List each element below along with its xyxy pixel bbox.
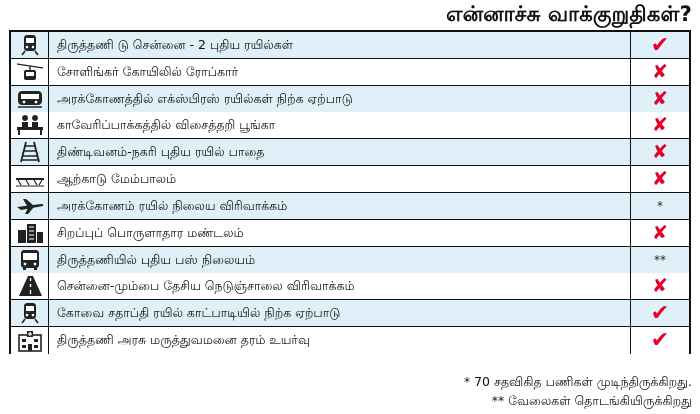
status-mark: ** (654, 252, 666, 267)
ropecar-icon (11, 59, 49, 85)
status-mark: ✘ (652, 168, 668, 191)
promise-text: அரக்கோணம் ரயில் நிலைய விரிவாக்கம் (49, 193, 631, 219)
table-row (11, 139, 689, 166)
footnote-started: ** வேலைகள் தொடங்கியிருக்கிறது (491, 393, 692, 408)
promise-text: திருத்தணியில் புதிய பஸ் நிலையம் (49, 247, 631, 273)
status-mark: ✔ (650, 328, 670, 354)
promise-text: திருத்தணி டு சென்னை - 2 புதிய ரயில்கள் (49, 32, 631, 58)
status-mark: ✘ (652, 87, 668, 110)
promise-text: காவேரிப்பாக்கத்தில் விசைத்தறி பூங்கா (49, 112, 631, 138)
table-row (11, 59, 689, 86)
hospital-icon (11, 327, 49, 354)
promise-text: திண்டிவனம்-நகரி புதிய ரயில் பாதை (49, 139, 631, 165)
status-mark: ✔ (650, 32, 670, 58)
status-mark: ✘ (652, 114, 668, 137)
footnote-partial: * 70 சதவிகித பணிகள் முடிந்திருக்கிறது. (463, 374, 692, 389)
promise-text: திருத்தணி அரசு மருத்துவமனை தரம் உயர்வு (49, 327, 631, 354)
table-row (11, 193, 689, 220)
promise-text: கோவை சதாப்தி ரயில் காட்பாடியில் நிற்க ஏற்பாடு (49, 300, 631, 326)
status-mark: ✘ (652, 221, 668, 244)
table-row (11, 327, 689, 354)
page-title: என்னாச்சு வாக்குறுதிகள்? (446, 2, 692, 26)
table-row (11, 300, 689, 327)
status-mark: ✔ (650, 300, 670, 326)
buildings-icon (11, 220, 49, 246)
table-row (11, 32, 689, 59)
promise-text: சோளிங்கர் கோயிலில் ரோப்கார் (49, 59, 631, 85)
status-mark: ✘ (652, 141, 668, 164)
promise-text: சிறப்புப் பொருளாதார மண்டலம் (49, 220, 631, 246)
table-row (11, 247, 689, 274)
table-row (11, 220, 689, 247)
highway-icon (11, 273, 49, 299)
train-front-icon (11, 300, 49, 326)
express-train-icon (11, 86, 49, 112)
status-mark: ✘ (652, 275, 668, 298)
bus-icon (11, 247, 49, 273)
bridge-icon (11, 166, 49, 192)
table-row (11, 86, 689, 113)
promise-text: அரக்கோணத்தில் எக்ஸ்பிரஸ் ரயில்கள் நிற்க ஏற்பாடு (49, 86, 631, 112)
table-row (11, 273, 689, 300)
table-row (11, 112, 689, 139)
status-mark: * (657, 198, 663, 213)
train-front-icon (11, 32, 49, 58)
status-mark: ✘ (652, 60, 668, 83)
park-bench-icon (11, 112, 49, 138)
airplane-icon (11, 193, 49, 219)
railway-track-icon (11, 139, 49, 165)
promise-text: ஆற்காடு மேம்பாலம் (49, 166, 631, 192)
footnotes (464, 372, 692, 410)
promise-text: சென்னை-மும்பை தேசிய நெடுஞ்சாலை விரிவாக்கம் (49, 273, 631, 299)
table-row (11, 166, 689, 193)
promises-table (9, 30, 691, 354)
